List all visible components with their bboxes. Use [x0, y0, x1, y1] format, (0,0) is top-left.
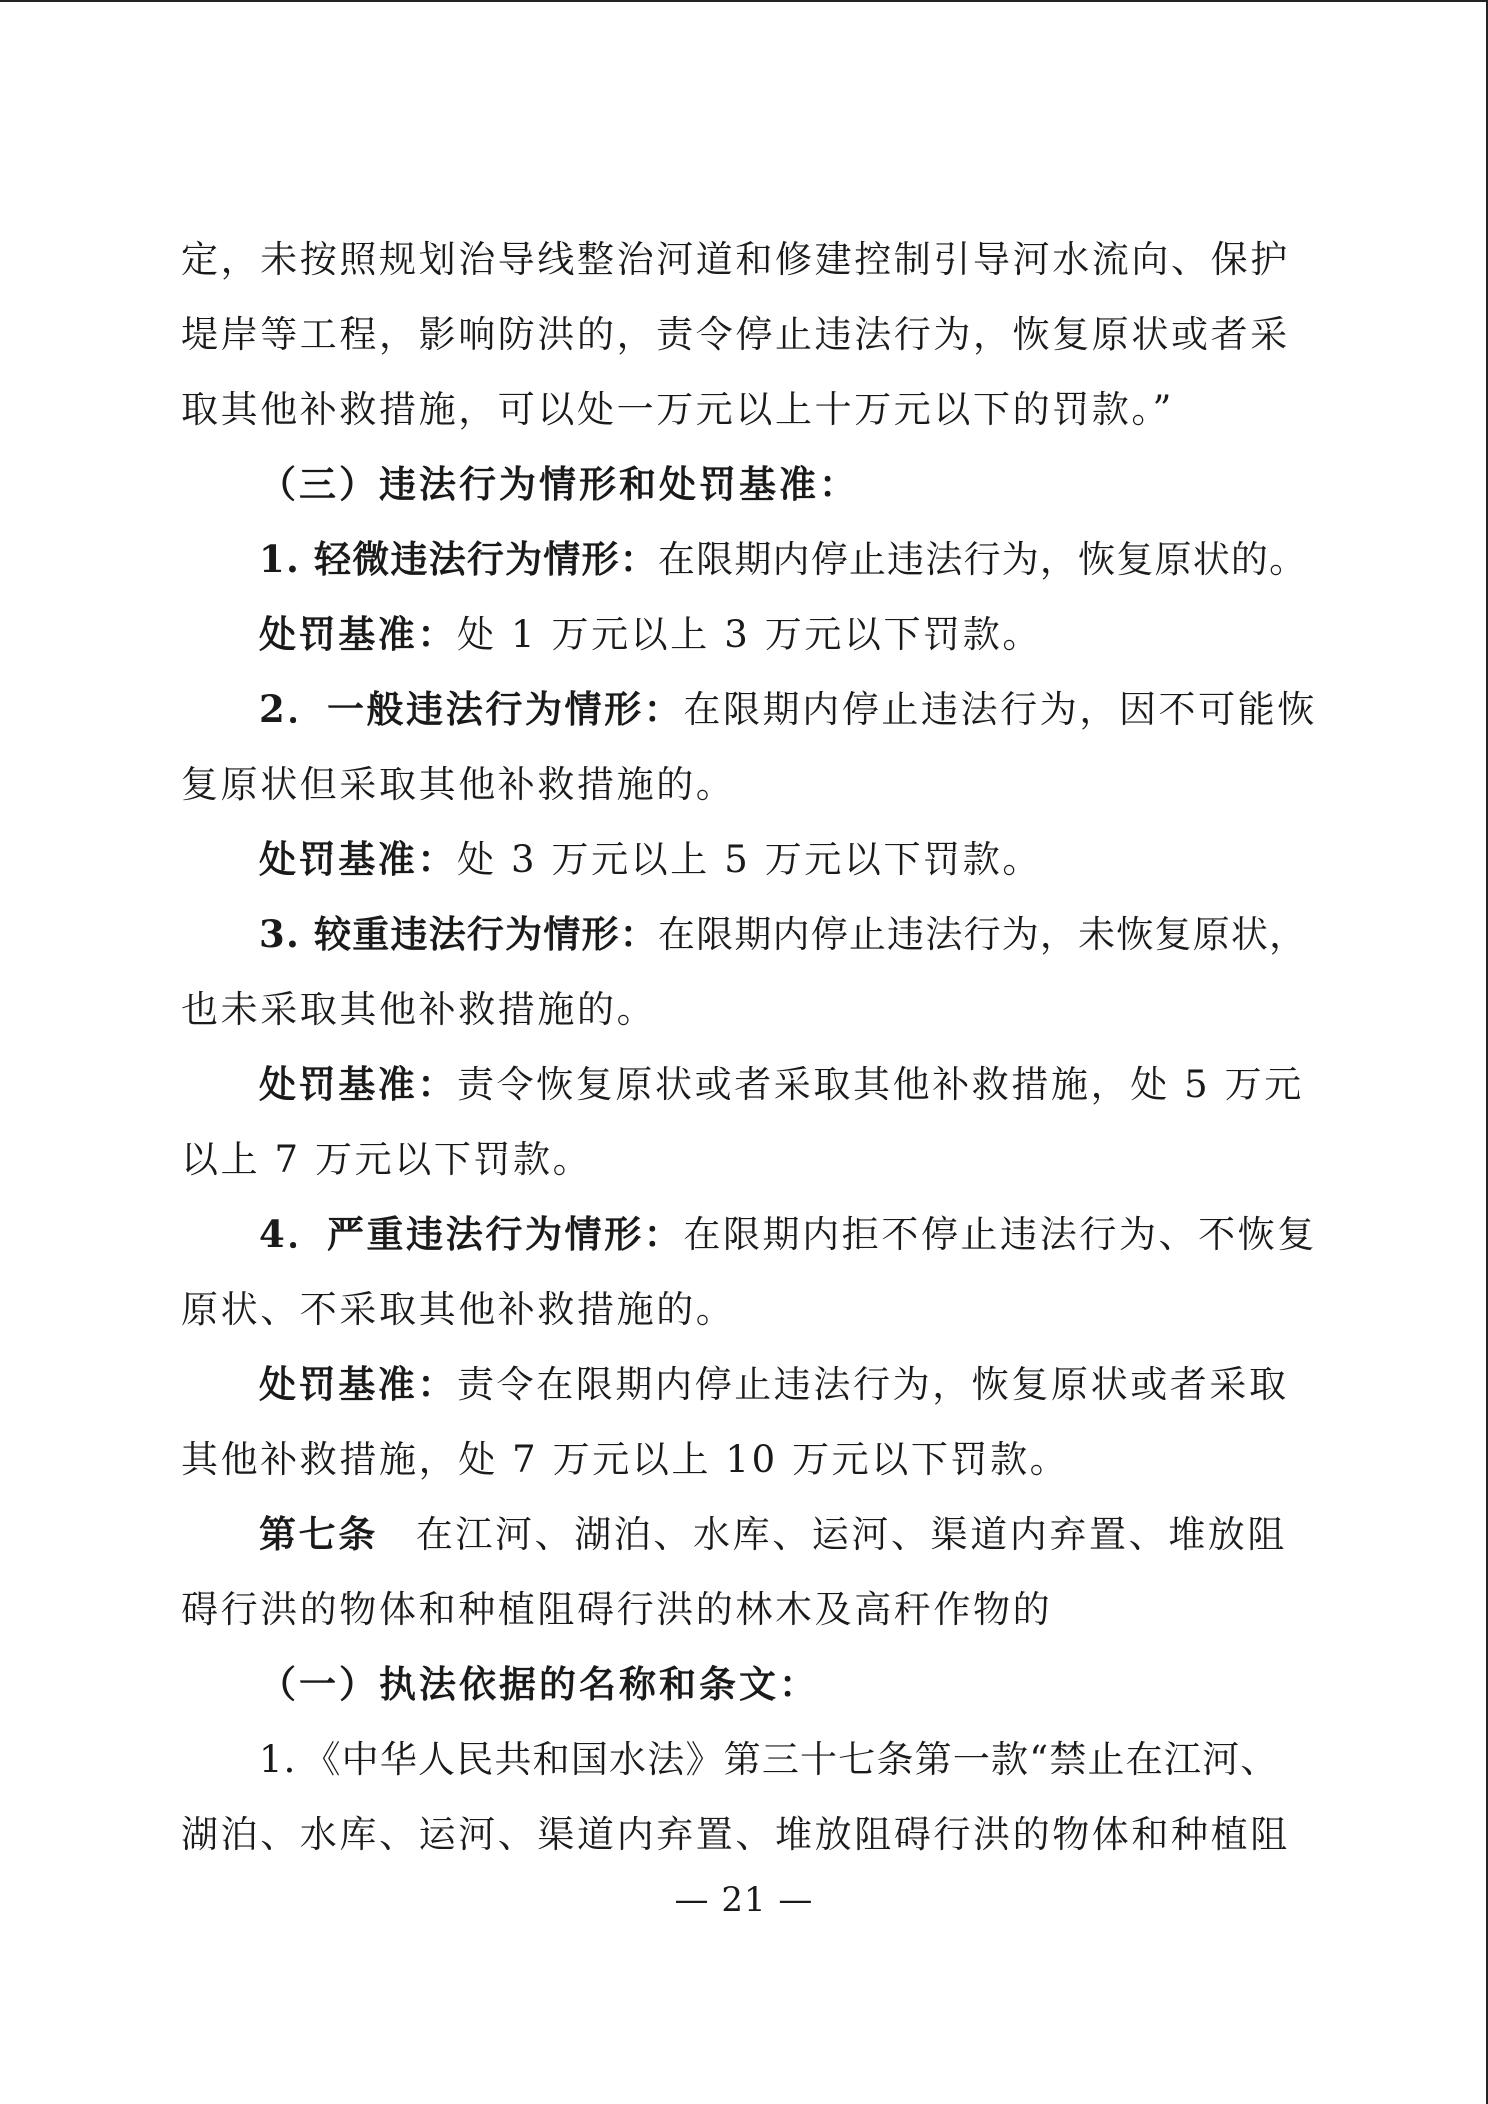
basis-1: 1．《中华人民共和国水法》第三十七条第一款“禁止在江河、: [259, 1738, 1279, 1781]
situation-4: [181, 1197, 1317, 1272]
penalty-4: [181, 1347, 1311, 1422]
article-7-label: 第七条: [259, 1513, 378, 1556]
penalty-4-label: 处罚基准：: [259, 1362, 457, 1406]
text-line: 堤岸等工程，影响防洪的，责令停止违法行为，恢复原状或者采: [181, 313, 1290, 356]
situation-2: [181, 672, 1317, 747]
text-line: 定，未按照规划治导线整治河道和修建控制引导河水流向、保护: [181, 238, 1290, 281]
text-line: 其他补救措施，处 7 万元以上 10 万元以下罚款。: [181, 1438, 1070, 1481]
penalty-1: [181, 597, 1311, 672]
page-border-top: [0, 0, 1488, 2]
text-line: 碍行洪的物体和种植阻碍行洪的林木及高秆作物的: [181, 1588, 1053, 1631]
penalty-4-text: 责令在限期内停止违法行为，恢复原状或者采取: [457, 1363, 1289, 1406]
text-line: 以上 7 万元以下罚款。: [181, 1138, 593, 1181]
penalty-2: [181, 822, 1311, 897]
text-line: 原状、不采取其他补救措施的。: [181, 1288, 736, 1331]
section-heading-1: （一）执法依据的名称和条文：: [259, 1662, 819, 1706]
page-number: — 21 —: [674, 1880, 814, 1920]
penalty-3-text: 责令恢复原状或者采取其他补救措施，处 5 万元: [457, 1063, 1304, 1106]
situation-3-text: 在限期内停止违法行为，未恢复原状，: [657, 913, 1308, 956]
penalty-2-label: 处罚基准：: [259, 837, 457, 881]
document-body: [181, 222, 1317, 1872]
text-line: 湖泊、水库、运河、渠道内弃置、堆放阻碍行洪的物体和种植阻: [181, 1813, 1290, 1856]
situation-3-label: 3. 较重违法行为情形：: [259, 912, 658, 956]
situation-2-text: 在限期内停止违法行为，因不可能恢: [683, 688, 1317, 731]
penalty-3-label: 处罚基准：: [259, 1062, 457, 1106]
situation-1-label: 1. 轻微违法行为情形：: [259, 537, 658, 581]
penalty-1-label: 处罚基准：: [259, 612, 457, 656]
penalty-2-text: 处 3 万元以上 5 万元以下罚款。: [457, 838, 1042, 881]
situation-4-text: 在限期内拒不停止违法行为、不恢复: [683, 1213, 1317, 1256]
text-line: 取其他补救措施，可以处一万元以上十万元以下的罚款。”: [181, 388, 1175, 431]
situation-1: [181, 522, 1311, 597]
situation-4-label: 4．严重违法行为情形：: [259, 1212, 684, 1256]
situation-2-label: 2．一般违法行为情形：: [259, 687, 684, 731]
section-heading-3: （三）违法行为情形和处罚基准：: [259, 462, 859, 506]
article-7: [181, 1497, 1311, 1572]
penalty-3: [181, 1047, 1311, 1122]
article-7-text: 在江河、湖泊、水库、运河、渠道内弃置、堆放阻: [415, 1513, 1288, 1556]
penalty-1-text: 处 1 万元以上 3 万元以下罚款。: [457, 613, 1042, 656]
situation-3: [181, 897, 1311, 972]
text-line: 也未采取其他补救措施的。: [181, 988, 657, 1031]
text-line: 复原状但采取其他补救措施的。: [181, 763, 736, 806]
situation-1-text: 在限期内停止违法行为，恢复原状的。: [657, 538, 1308, 581]
